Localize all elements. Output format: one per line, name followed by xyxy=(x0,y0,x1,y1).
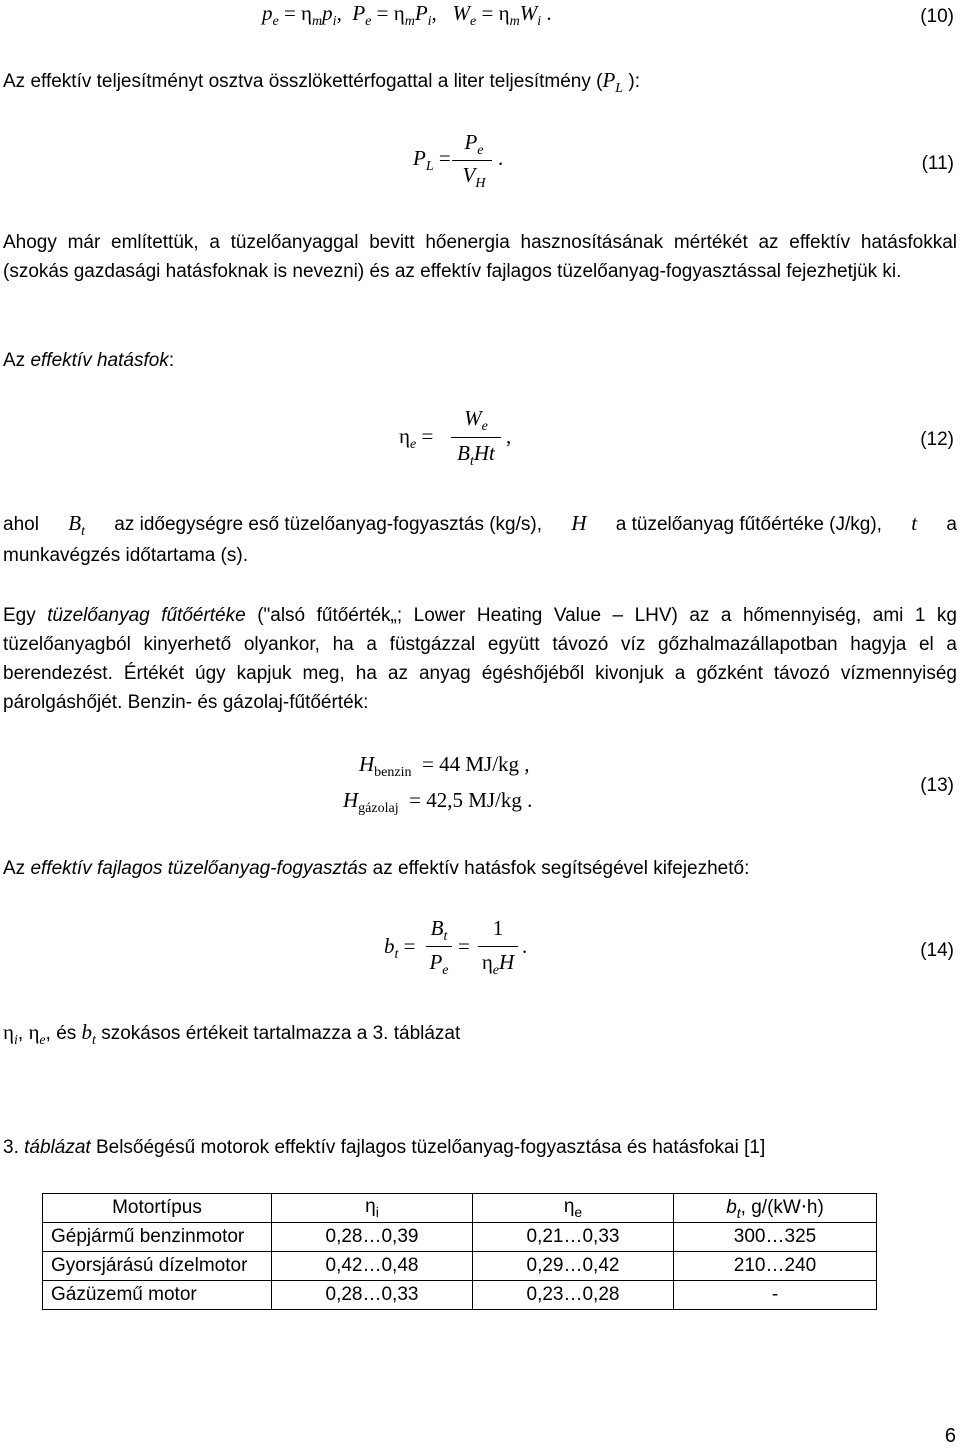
header-eta-i: $\eta_i$ xyxy=(272,1194,473,1223)
page-number: 6 xyxy=(944,1425,956,1447)
table-cell: 0,29…0,42 xyxy=(473,1252,674,1281)
eq14-period: . xyxy=(522,934,528,958)
table-cell: 0,23…0,28 xyxy=(473,1281,674,1310)
paragraph-end: ): xyxy=(628,71,640,92)
eq14-numerator-2: 1 xyxy=(492,916,504,940)
table-cell: 0,28…0,33 xyxy=(272,1281,473,1310)
symbol-P: P xyxy=(602,68,616,92)
equation-number-10: (10) xyxy=(920,6,954,27)
paragraph-specific-consumption: Az effektív fajlagos tüzelőanyag-fogyasztás az effektív hatásfok segítségével kifejezhető: xyxy=(3,858,750,879)
symbol-Bt: $B_t$ xyxy=(68,511,85,539)
eq10-P-i: P xyxy=(414,1,428,25)
eq14-lhs: $b_t$ = xyxy=(384,934,416,962)
eq14-fraction-bar-1 xyxy=(426,946,452,947)
equation-number-12: (12) xyxy=(920,429,954,450)
word-a: a xyxy=(946,514,957,535)
paragraph-heating-value: Egy tüzelőanyag fűtőértéke ("alsó fűtőérték„; Lower Heating Value – LHV) az a hőmennyiség, ami 1 kg tüzelőanyagból kinyerhető olyankor, ha a füstgázzal együtt távozó víz gőzhalmazállapotban hagyja el a berendezést. Értékét úgy kapjuk meg, ha az anyag égéshőjéből kivonjuk a gőzként távozó vízmennyiség párolgáshőjét. Benzin- és gázolaj-fűtőérték: xyxy=(3,605,957,713)
eq14-numerator-1: $B_t$ xyxy=(430,916,448,944)
eq11-lhs: $P_L$ = xyxy=(413,146,451,174)
eq11-fraction-bar xyxy=(452,160,492,161)
eq14-equals: = xyxy=(458,934,470,958)
eq10-sub: m xyxy=(509,14,520,29)
table-caption: 3. táblázat Belsőégésű motorok effektív fajlagos tüzelőanyag-fogyasztása és hatásfokai [1] xyxy=(3,1137,766,1158)
table-row xyxy=(43,1223,877,1252)
eq10-P-e: P xyxy=(352,1,366,25)
header-engine-type: Motortípus xyxy=(43,1194,272,1223)
eq10-p-e: p xyxy=(262,1,273,25)
eq14-fraction-bar-2 xyxy=(478,946,518,947)
eq10-W-e: W xyxy=(452,1,471,25)
eq10-sub: e xyxy=(365,14,372,29)
equation-10: $p_e = \eta_mp_i$, $P_e = \eta_mP_i$, $W_e = \eta_mW_i$ . xyxy=(262,1,552,29)
eq12-comma: , xyxy=(506,424,512,448)
table-row xyxy=(43,1252,877,1281)
eq12-lhs: $\eta_e$ = xyxy=(399,424,434,452)
symbol-sub: L xyxy=(615,81,624,96)
eq10-sub: i xyxy=(537,14,542,29)
header-bt: $b_t$, g/(kW⋅h) xyxy=(674,1194,877,1223)
eq10-sub: m xyxy=(404,14,415,29)
eq14-denominator-1: $P_e$ xyxy=(429,950,449,978)
paragraph-definitions-line1 xyxy=(3,511,957,540)
table-cell: 0,21…0,33 xyxy=(473,1223,674,1252)
table-cell: 0,28…0,39 xyxy=(272,1223,473,1252)
eq11-period: . xyxy=(498,146,504,170)
eq11-denominator: $V_H$ xyxy=(462,163,486,191)
paragraph-table-reference: $\eta_i$, $\eta_e$, és $b_t$ szokásos értékeit tartalmazza a 3. táblázat xyxy=(3,1020,461,1048)
paragraph-definitions-line2: munkavégzés időtartama (s). xyxy=(3,545,248,566)
symbol-H: H xyxy=(571,511,587,535)
paragraph-efficiency-intro: Ahogy már említettük, a tüzelőanyaggal bevitt hőenergia hasznosításának mértékét az effektív hatásfokkal (szokás gazdasági hatásfoknak is nevezni) és az effektív fajlagos tüzelőanyag-fogyasztással fejezhetjük ki. xyxy=(3,232,957,282)
eq12-numerator: $W_e$ xyxy=(464,406,488,434)
eq10-sub: m xyxy=(312,14,323,29)
equation-number-11: (11) xyxy=(921,153,954,174)
table-cell: 300…325 xyxy=(674,1223,877,1252)
eq13-row-gazolaj: $H_{gázolaj} = 42,5$ MJ/kg . xyxy=(343,788,533,816)
table-cell: Gépjármű benzinmotor xyxy=(43,1223,272,1252)
eq13-row-benzin: $H_{benzin} = 44$ MJ/kg , xyxy=(359,752,530,780)
table-row xyxy=(43,1281,877,1310)
word-ahol: ahol xyxy=(3,514,39,535)
eq11-numerator: $P_e$ xyxy=(464,130,484,158)
eq12-fraction-bar xyxy=(451,437,501,438)
definition-bt: az időegységre eső tüzelőanyag-fogyasztás (kg/s), xyxy=(114,514,542,535)
table-cell: - xyxy=(674,1281,877,1310)
header-eta-e: $\eta_e$ xyxy=(473,1194,674,1223)
table-header-row xyxy=(43,1194,877,1223)
paragraph-text: Az effektív teljesítményt osztva összlökettérfogattal a liter teljesítmény ( xyxy=(3,71,603,92)
table-cell: 0,42…0,48 xyxy=(272,1252,473,1281)
table-cell: Gyorsjárású dízelmotor xyxy=(43,1252,272,1281)
eq14-denominator-2: $\eta_eH$ xyxy=(481,950,515,978)
heading-effective-efficiency: Az effektív hatásfok: xyxy=(3,350,175,371)
equation-number-14: (14) xyxy=(920,940,954,961)
eq10-W-i: W xyxy=(519,1,538,25)
paragraph-liter-power xyxy=(3,68,640,97)
table-cell: 210…240 xyxy=(674,1252,877,1281)
eq10-sub: e xyxy=(272,14,279,29)
definition-h: a tüzelőanyag fűtőértéke (J/kg), xyxy=(615,514,882,535)
table-cell: Gázüzemű motor xyxy=(43,1281,272,1310)
eq10-p-i: p xyxy=(322,1,333,25)
equation-number-13: (13) xyxy=(920,775,954,796)
eq12-denominator: $B_tHt$ xyxy=(457,441,495,469)
symbol-t: t xyxy=(911,511,918,535)
eq10-sub: i xyxy=(332,14,337,29)
eq10-sub: i xyxy=(427,14,432,29)
engine-table xyxy=(42,1193,877,1310)
eq10-sub: e xyxy=(470,14,477,29)
